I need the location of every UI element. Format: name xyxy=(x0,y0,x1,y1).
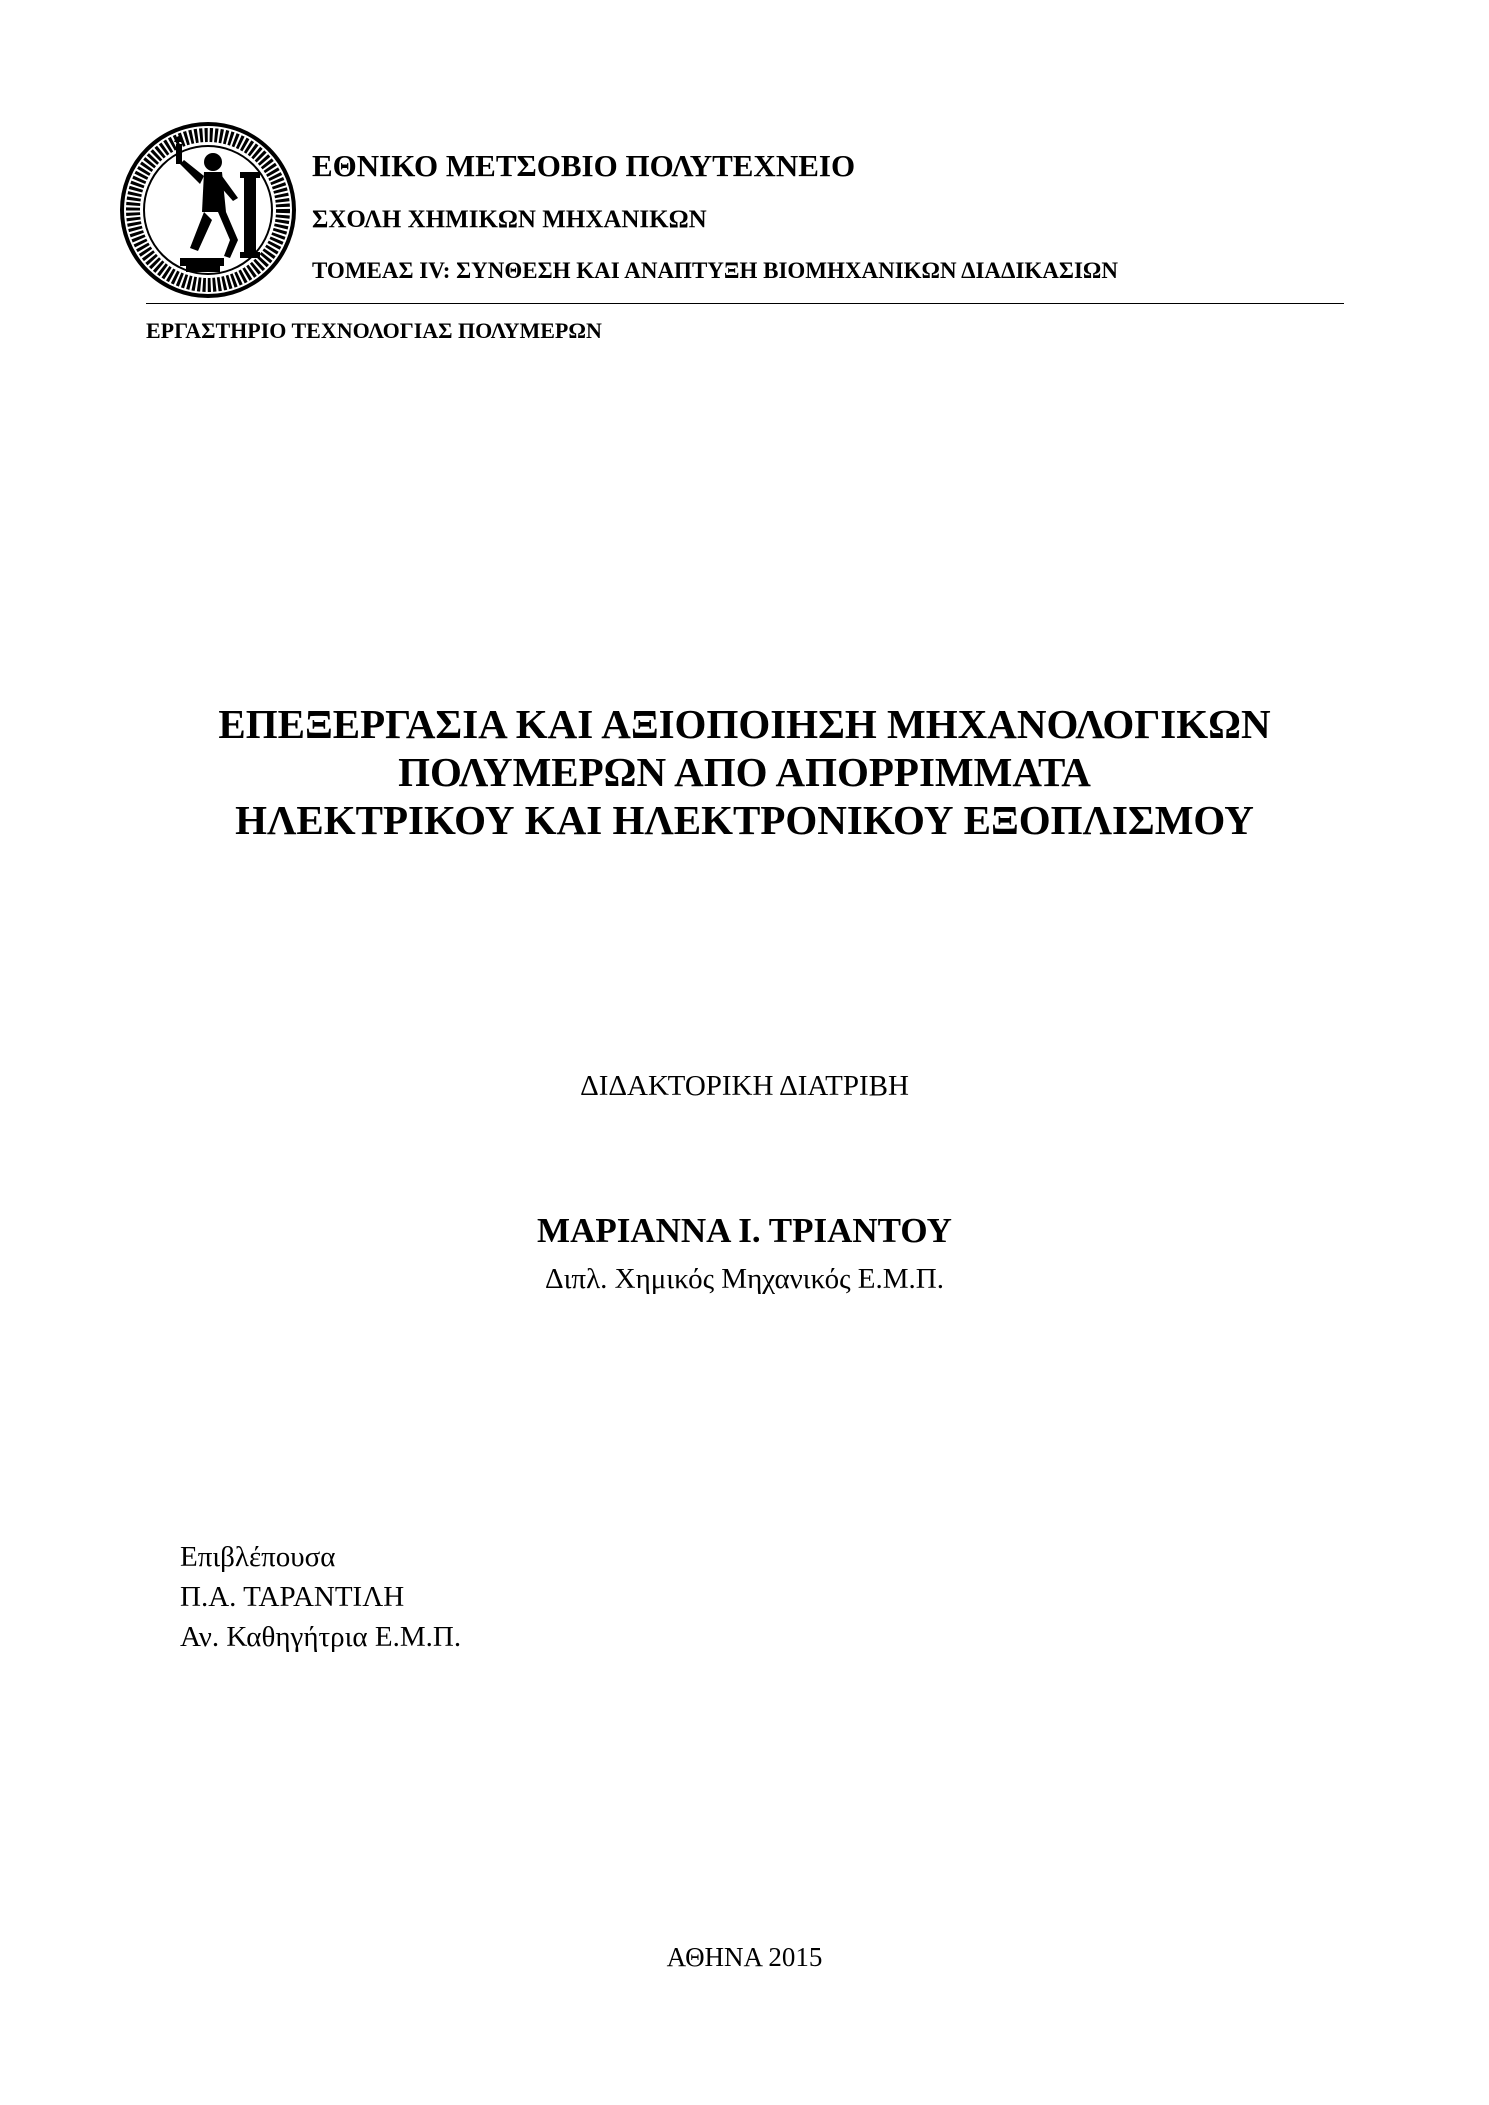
sector-name: ΤΟΜΕΑΣ IV: ΣΥΝΘΕΣΗ ΚΑΙ ΑΝΑΠΤΥΞΗ ΒΙΟΜΗΧΑΝΙΚΩΝ ΔΙΑΔΙΚΑΣΙΩΝ xyxy=(312,258,1118,283)
header-divider xyxy=(146,303,1344,304)
thesis-title-line-2: ΠΟΛΥΜΕΡΩΝ ΑΠΟ ΑΠΟΡΡΙΜΜΑΤΑ xyxy=(398,749,1091,795)
thesis-title-line-1: ΕΠΕΞΕΡΓΑΣΙΑ ΚΑΙ ΑΞΙΟΠΟΙΗΣΗ ΜΗΧΑΝΟΛΟΓΙΚΩΝ xyxy=(218,701,1271,747)
place-year: ΑΘΗΝΑ 2015 xyxy=(666,1942,823,1972)
laboratory-name: ΕΡΓΑΣΤΗΡΙΟ ΤΕΧΝΟΛΟΓΙΑΣ ΠΟΛΥΜΕΡΩΝ xyxy=(146,318,602,343)
supervisor-block xyxy=(180,1537,461,1657)
document-type: ΔΙΔΑΚΤΟΡΙΚΗ ΔΙΑΤΡΙΒΗ xyxy=(580,1070,909,1102)
ntua-emblem-icon xyxy=(118,120,298,300)
author-name: ΜΑΡΙΑΝΝΑ Ι. ΤΡΙΑΝΤΟΥ xyxy=(537,1211,952,1250)
supervisor-role: Επιβλέπουσα xyxy=(180,1541,336,1573)
thesis-title-line-3: ΗΛΕΚΤΡΙΚΟΥ ΚΑΙ ΗΛΕΚΤΡΟΝΙΚΟΥ ΕΞΟΠΛΙΣΜΟΥ xyxy=(235,797,1254,843)
supervisor-name: Π.Α. ΤΑΡΑΝΤΙΛΗ xyxy=(180,1581,405,1613)
author-degree: Διπλ. Χημικός Μηχανικός Ε.Μ.Π. xyxy=(544,1263,945,1295)
university-logo xyxy=(118,120,298,300)
supervisor-title: Αν. Καθηγήτρια Ε.Μ.Π. xyxy=(180,1621,462,1653)
university-name: ΕΘΝΙΚΟ ΜΕΤΣΟΒΙΟ ΠΟΛΥΤΕΧΝΕΙΟ xyxy=(312,148,856,183)
school-name: ΣΧΟΛΗ ΧΗΜΙΚΩΝ ΜΗΧΑΝΙΚΩΝ xyxy=(312,206,707,233)
thesis-title xyxy=(0,700,1489,844)
